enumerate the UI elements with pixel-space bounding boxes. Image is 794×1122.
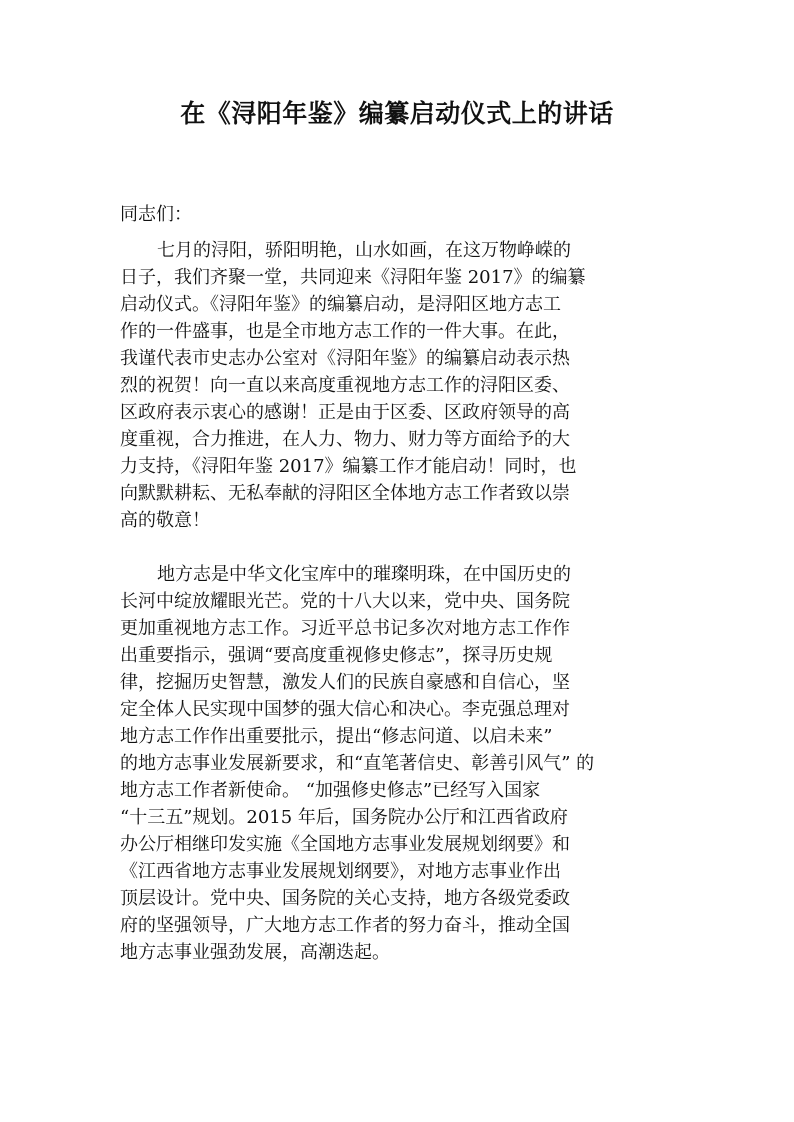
paragraph-line: 力支持，《浔阳年鉴 2017》编纂工作才能启动！同时，也 xyxy=(120,456,577,477)
paragraph-line: 启动仪式。《浔阳年鉴》的编纂启动，是浔阳区地方志工 xyxy=(120,294,561,315)
paragraph-line: 作的一件盛事，也是全市地方志工作的一件大事。在此， xyxy=(120,321,570,342)
paragraph-line: 向默默耕耘、无私奉献的浔阳区全体地方志工作者致以崇 xyxy=(120,483,570,504)
paragraph-line: 的地方志事业发展新要求，和“直笔著信史、彰善引风气” 的 xyxy=(120,753,595,774)
paragraph-line: 定全体人民实现中国梦的强大信心和决心。李克强总理对 xyxy=(120,699,570,720)
paragraph-line: 度重视，合力推进，在人力、物力、财力等方面给予的大 xyxy=(120,429,570,450)
paragraph-line: 顶层设计。党中央、国务院的关心支持，地方各级党委政 xyxy=(120,888,570,909)
paragraph-line: 地方志工作作出重要批示，提出“修志问道、以启未来” xyxy=(120,726,553,747)
paragraph-line: 府的坚强领导，广大地方志工作者的努力奋斗，推动全国 xyxy=(120,915,570,936)
paragraph-line: “十三五”规划。2015 年后，国务院办公厅和江西省政府 xyxy=(120,807,568,828)
paragraph-line: 日子，我们齐聚一堂，共同迎来《浔阳年鉴 2017》的编纂 xyxy=(120,267,586,288)
paragraph-line: 地方志事业强劲发展，高潮迭起。 xyxy=(120,942,390,963)
paragraph-line: 高的敬意！ xyxy=(120,510,210,531)
salutation: 同志们： xyxy=(120,204,192,225)
paragraph-line: 办公厅相继印发实施《全国地方志事业发展规划纲要》和 xyxy=(120,834,570,855)
paragraph-line: 律，挖掘历史智慧，激发人们的民族自豪感和自信心，坚 xyxy=(120,672,570,693)
paragraph-line: 七月的浔阳，骄阳明艳，山水如画，在这万物峥嵘的 xyxy=(157,240,571,261)
document-title: 在《浔阳年鉴》编纂启动仪式上的讲话 xyxy=(180,99,614,128)
paragraph-line: 长河中绽放耀眼光芒。党的十八大以来，党中央、国务院 xyxy=(120,591,570,612)
paragraph-line: 我谨代表市史志办公室对《浔阳年鉴》的编纂启动表示热 xyxy=(120,348,570,369)
paragraph-line: 地方志是中华文化宝库中的璀璨明珠，在中国历史的 xyxy=(157,564,571,585)
paragraph-line: 《江西省地方志事业发展规划纲要》，对地方志事业作出 xyxy=(120,861,561,882)
paragraph-line: 更加重视地方志工作。习近平总书记多次对地方志工作作 xyxy=(120,618,570,639)
paragraph-line: 烈的祝贺！向一直以来高度重视地方志工作的浔阳区委、 xyxy=(120,375,570,396)
paragraph-line: 出重要指示，强调“要高度重视修史修志”，探寻历史规 xyxy=(120,645,553,666)
paragraph-line: 地方志工作者新使命。 “加强修史修志”已经写入国家 xyxy=(120,780,541,801)
paragraph-line: 区政府表示衷心的感谢！正是由于区委、区政府领导的高 xyxy=(120,402,570,423)
